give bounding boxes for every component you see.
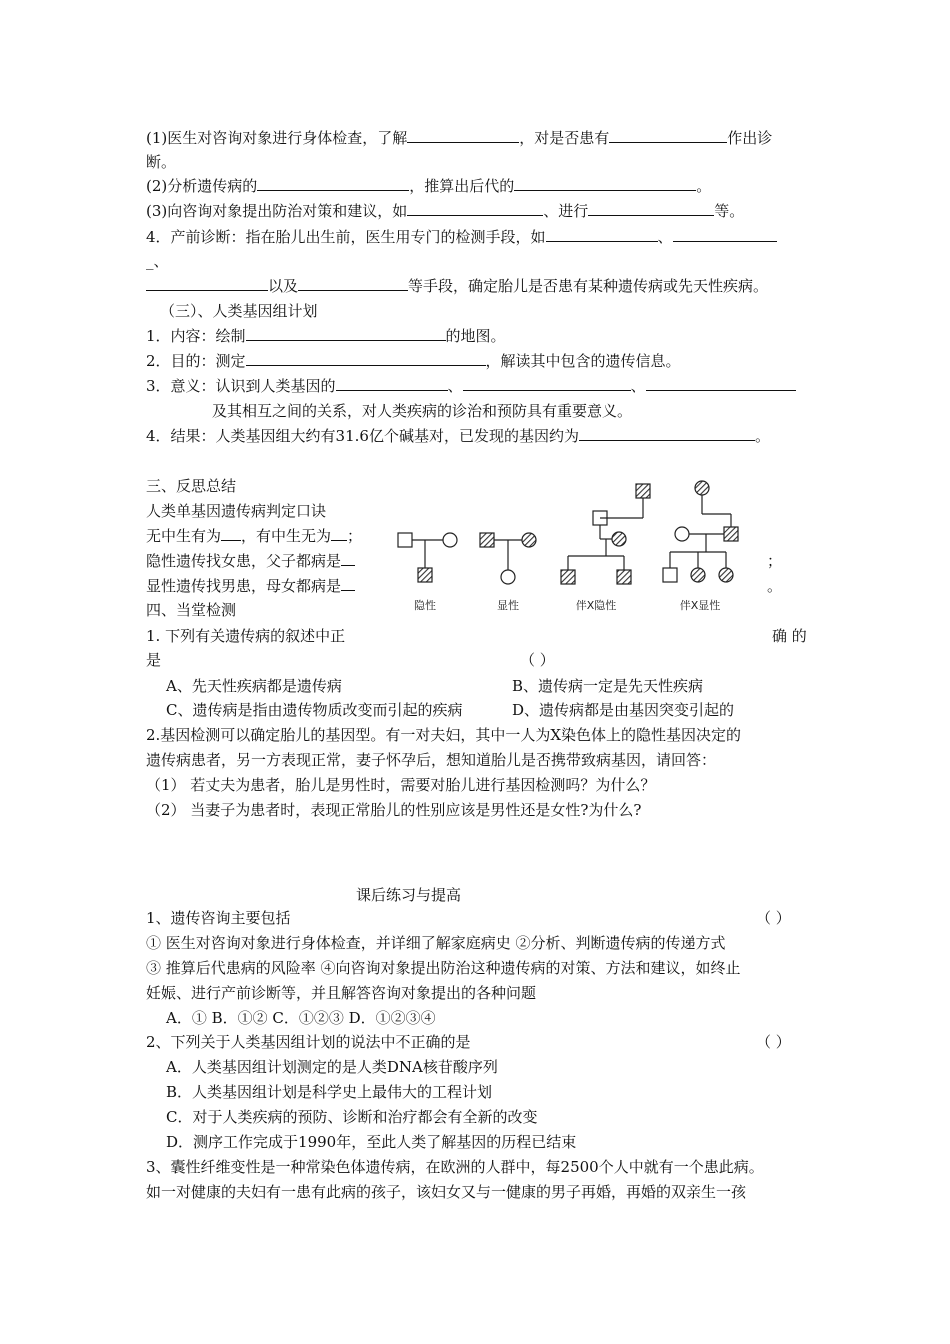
section-heading-reflection: 三、反思总结 [146,477,237,495]
female-affected [522,533,536,547]
female-normal [675,527,689,541]
male-affected [617,570,631,584]
q1-stem: 1. 下列有关遗传病的叙述中正 [146,627,346,645]
p2-stem: 2、下列关于人类基因组计划的说法中不正确的是 [146,1033,471,1051]
p2-option-b[interactable]: B．人类基因组计划是科学史上最伟大的工程计划 [166,1083,493,1101]
blank[interactable] [407,201,543,216]
pedigree-dominant [480,533,536,584]
blank[interactable] [588,201,714,216]
blank[interactable] [646,376,796,391]
q1-option-c[interactable]: C、遗传病是指由遗传物质改变而引起的疾病 [166,701,463,719]
female-carrier [612,532,626,546]
blank[interactable] [341,551,355,566]
q1-option-b[interactable]: B、遗传病一定是先天性疾病 [512,677,704,695]
q1-option-a[interactable]: A、先天性疾病都是遗传病 [166,677,342,695]
male-affected [561,570,575,584]
mnemonic-line-3-end: 。 [767,577,783,595]
p1-line-3: 妊娠、进行产前诊断等，并且解答咨询对象提出的各种问题 [146,984,537,1002]
blank[interactable] [336,376,448,391]
genome-result: 4．结果：人类基因组大约有31.6亿个碱基对，已发现的基因约为 。 [146,427,770,445]
line-7: 以及 等手段，确定胎儿是否患有某种遗传病或先天性疾病。 [146,276,768,296]
blank[interactable] [546,227,658,242]
section-heading-test: 四、当堂检测 [146,601,237,619]
label-x-recessive: 伴X隐性 [575,599,617,612]
blank[interactable] [463,376,631,391]
q2-line-1: 2.基因检测可以确定胎儿的基因型。有一对夫妇，其中一人为X染色体上的隐性基因决定的 [146,726,741,744]
q2-sub-2: （2） 当妻子为患者时，表现正常胎儿的性别应该是男性还是女性?为什么? [146,801,642,819]
blank[interactable] [246,351,486,366]
pedigree-recessive [398,533,457,582]
p1-line-2: ③ 推算后代患病的风险率 ④向咨询对象提出防治这种遗传病的对策、方法和建议，如终止 [146,959,741,977]
p1-line-1: ① 医生对咨询对象进行身体检查，并详细了解家庭病史 ②分析、判断遗传病的传递方式 [146,934,726,952]
p1-answer-paren[interactable]: （ ） [756,909,791,927]
blank[interactable] [514,176,696,191]
blank[interactable] [407,128,519,143]
p3-line-2: 如一对健康的夫妇有一患有此病的孩子，该妇女又与一健康的男子再婚，再婚的双亲生一孩 [146,1183,747,1201]
genome-purpose: 2．目的：测定 ，解读其中包含的遗传信息。 [146,352,681,370]
blank[interactable] [146,276,268,291]
line-3: (2)分析遗传病的 ，推算出后代的 。 [146,177,712,195]
male-affected [418,568,432,582]
blank[interactable] [673,227,777,242]
genome-content: 1．内容：绘制 的地图。 [146,327,506,345]
label-dominant: 显性 [497,599,519,612]
mnemonic-title: 人类单基因遗传病判定口诀 [146,502,327,520]
female-affected [691,568,705,582]
blank[interactable] [246,326,446,341]
blank[interactable] [221,526,241,541]
q1-answer-paren[interactable]: （ ） [520,651,555,669]
female-normal [443,533,457,547]
female-affected [695,481,709,495]
line-5: 4．产前诊断：指在胎儿出生前，医生用专门的检测手段，如 、 [146,227,777,247]
p2-option-a[interactable]: A．人类基因组计划测定的是人类DNA核苷酸序列 [166,1058,498,1076]
female-normal [501,570,515,584]
p1-stem: 1、遗传咨询主要包括 [146,909,291,927]
q1-option-d[interactable]: D、遗传病都是由基因突变引起的 [512,701,735,719]
blank[interactable] [341,576,355,591]
pedigree-x-recessive [561,484,650,584]
line-2: 断。 [146,153,177,171]
practice-title: 课后练习与提高 [356,886,462,904]
mnemonic-line-2-end: ； [767,552,783,570]
male-affected [636,484,650,498]
mnemonic-line-1: 无中生有为 ，有中生无为 ； [146,527,363,545]
p1-options[interactable]: A．① B．①② C．①②③ D．①②③④ [166,1009,436,1027]
blank[interactable] [579,426,755,441]
genome-significance: 3．意义：认识到人类基因的 、 、 [146,376,796,396]
male-normal [398,533,412,547]
q2-sub-1: （1） 若丈夫为患者，胎儿是男性时，需要对胎儿进行基因检测吗？为什么？ [146,776,656,794]
mnemonic-line-3: 显性遗传找男患，母女都病是 [146,576,355,596]
genome-significance-cont: 及其相互之间的关系，对人类疾病的诊治和预防具有重要意义。 [212,402,633,420]
blank[interactable] [609,128,727,143]
q2-line-2: 遗传病患者，另一方表现正常，妻子怀孕后，想知道胎儿是否携带致病基因，请回答： [146,751,717,769]
label-recessive: 隐性 [414,599,436,612]
blank[interactable] [331,526,347,541]
line-1: (1)医生对咨询对象进行身体检查，了解 ，对是否患有 作出诊 [146,129,773,147]
p2-option-d[interactable]: D．测序工作完成于1990年，至此人类了解基因的历程已结束 [166,1133,577,1151]
label-x-dominant: 伴X显性 [679,599,721,612]
p2-answer-paren[interactable]: （ ） [756,1033,791,1051]
pedigree-figure [388,478,758,618]
blank[interactable] [257,176,409,191]
pedigree-x-dominant [663,481,738,582]
line-4: (3)向咨询对象提出防治对策和建议，如 、进行 等。 [146,202,745,220]
q1-stem-cont: 是 [146,651,162,669]
section-heading-genome: （三）、人类基因组计划 [160,302,318,320]
mnemonic-line-2: 隐性遗传找女患，父子都病是 [146,551,355,571]
q1-stem-end: 确 的 [772,627,807,645]
p3-line-1: 3、囊性纤维变性是一种常染色体遗传病，在欧洲的人群中，每2500个人中就有一个患此病。 [146,1158,764,1176]
blank[interactable] [298,276,408,291]
male-affected [724,527,738,541]
line-6: _、 [146,252,169,270]
male-normal [663,568,677,582]
male-affected [480,533,494,547]
female-affected [719,568,733,582]
p2-option-c[interactable]: C．对于人类疾病的预防、诊断和治疗都会有全新的改变 [166,1108,538,1126]
